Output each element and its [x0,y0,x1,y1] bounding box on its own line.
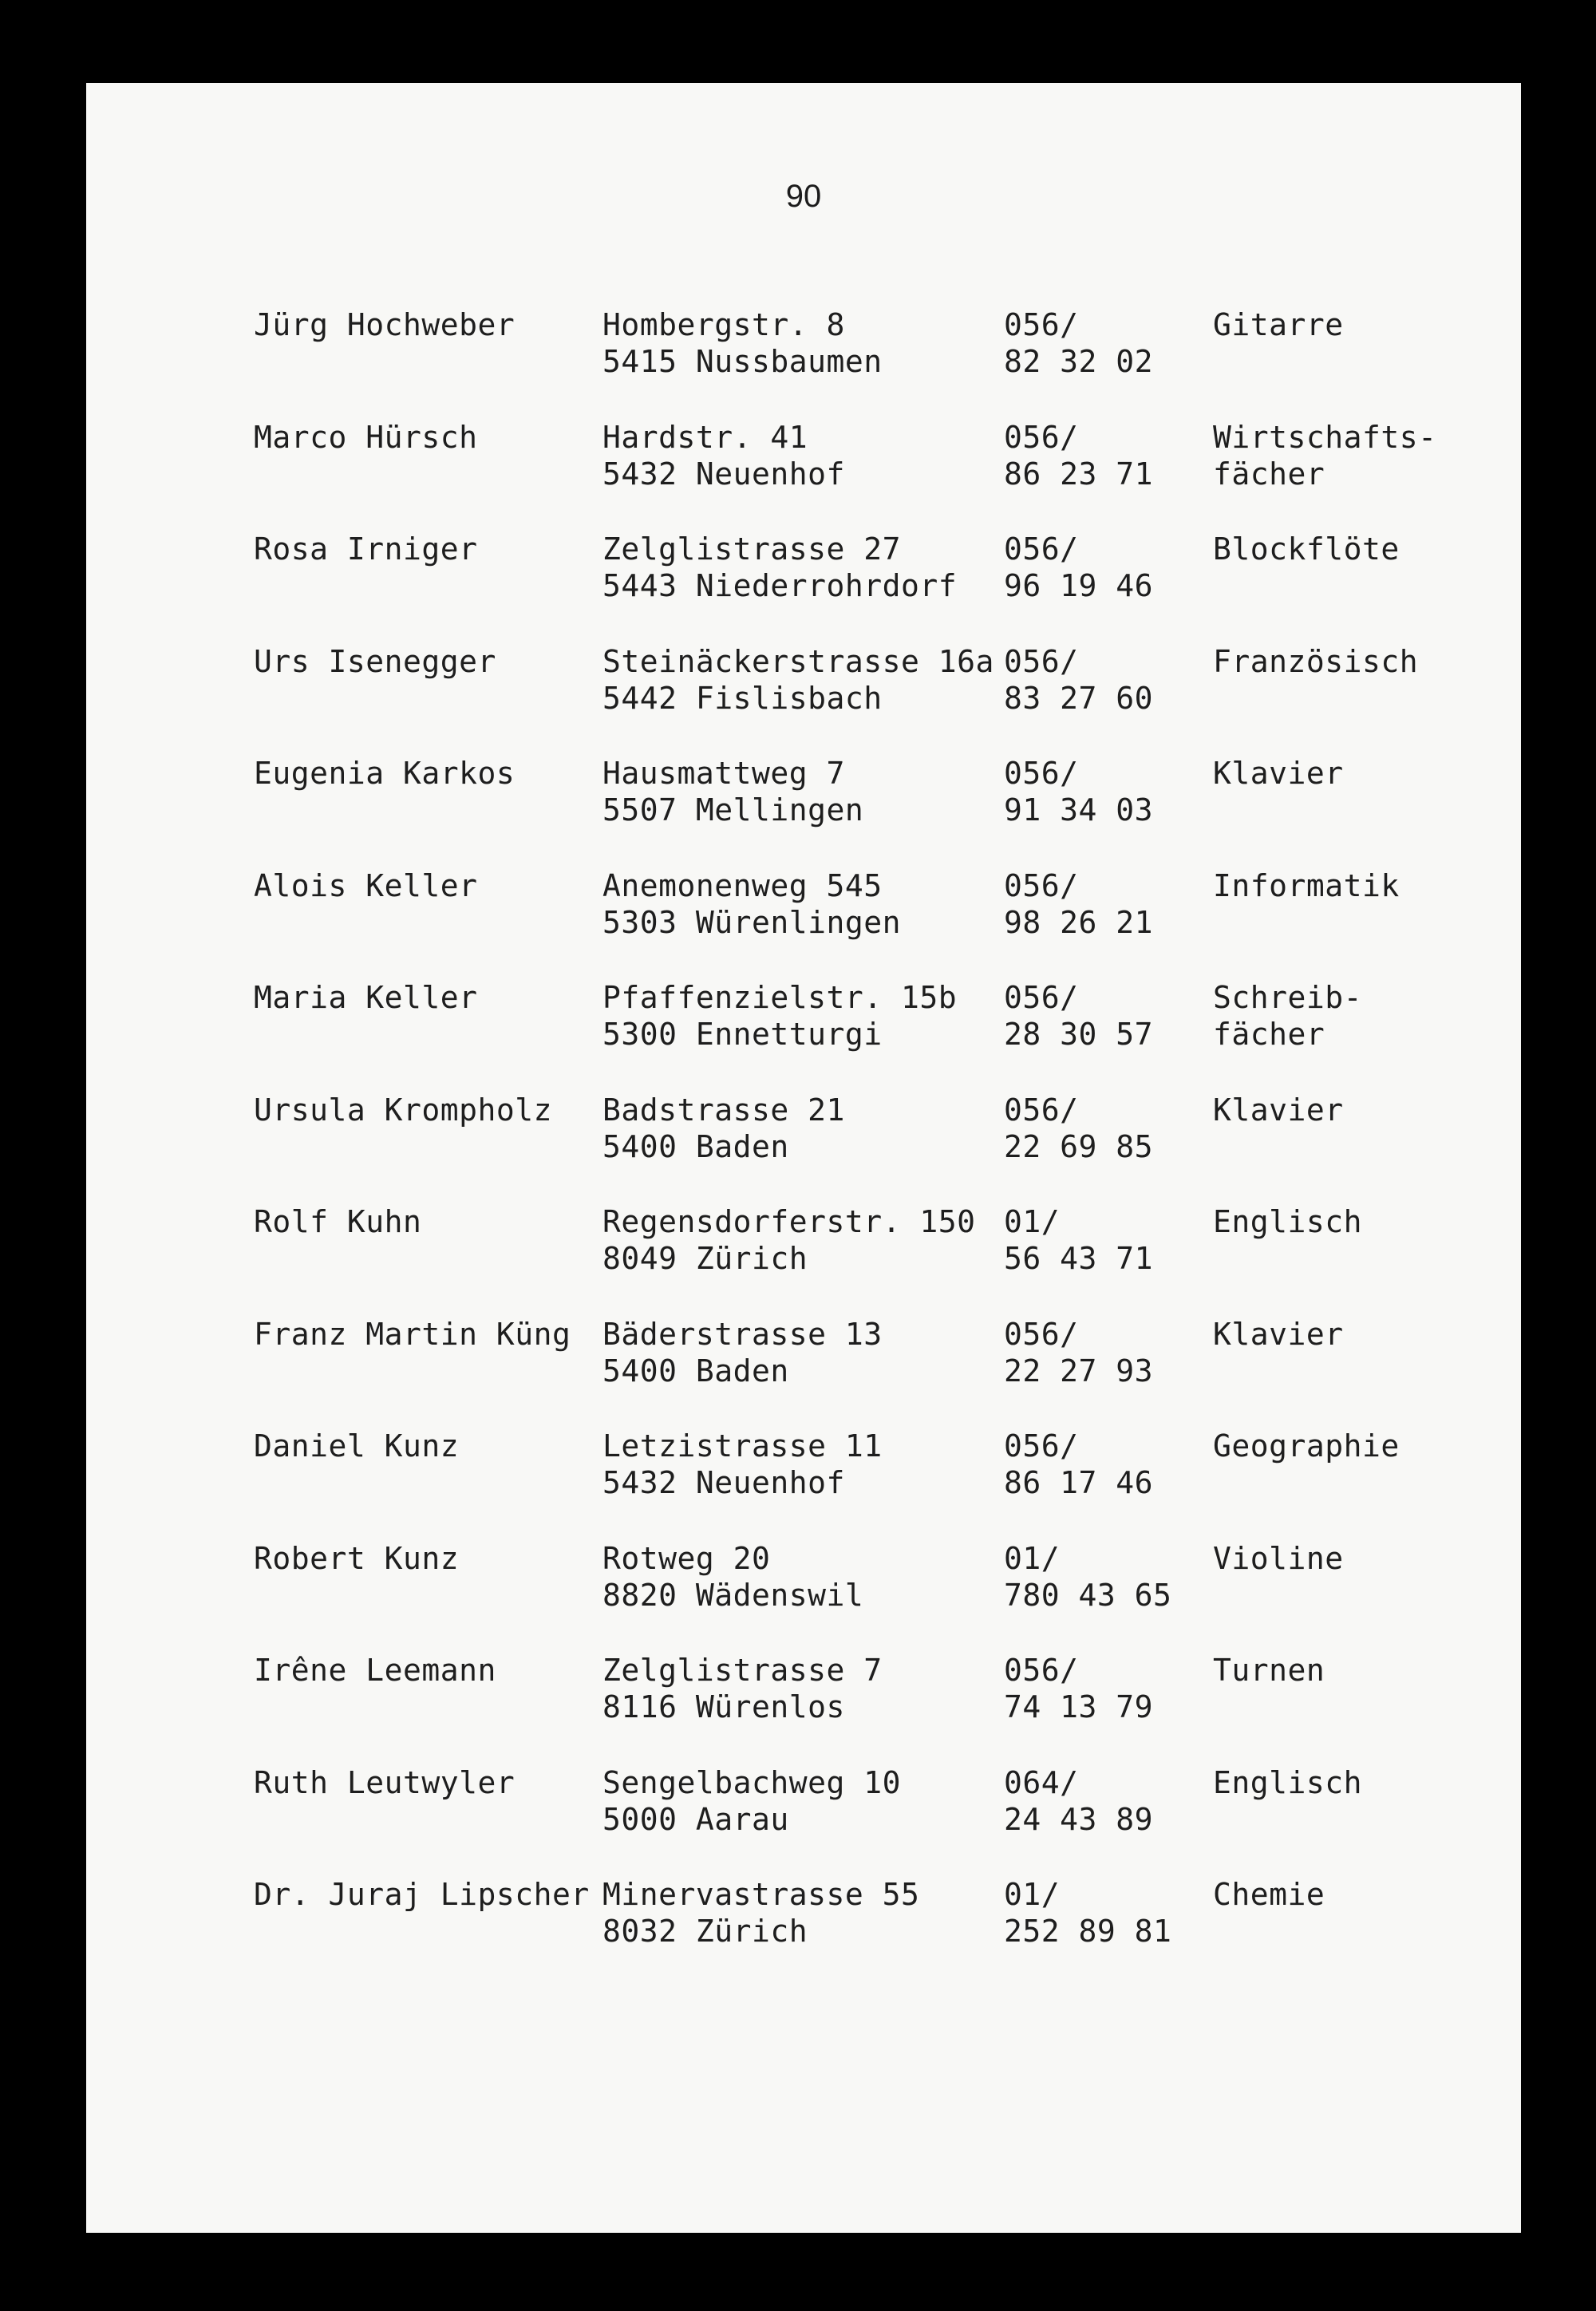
area-code: 056/ [1004,867,1079,903]
entry-address [602,1428,883,1501]
subject-line-1: Englisch [1213,1204,1363,1239]
entry-phone [1004,1428,1153,1501]
entry-phone [1004,531,1153,604]
phone-number: 74 13 79 [1004,1689,1154,1724]
postal-city: 8032 Zürich [602,1914,808,1949]
entry-name [254,419,478,456]
street-address: Anemonenweg 545 [602,867,883,903]
directory-entry [254,1764,1499,1877]
area-code: 064/ [1004,1764,1079,1800]
person-name: Ruth Leutwyler [254,1764,516,1800]
person-name: Marco Hürsch [254,419,478,455]
entry-subject [1213,643,1418,680]
phone-number: 86 17 46 [1004,1465,1154,1500]
area-code: 056/ [1004,980,1079,1015]
street-address: Zelglistrasse 27 [602,531,902,567]
entry-subject [1213,755,1344,792]
entry-subject [1213,1652,1325,1689]
entry-subject [1213,1316,1344,1353]
street-address: Pfaffenzielstr. 15b [602,980,958,1015]
postal-city: 5432 Neuenhof [602,1465,845,1500]
phone-number: 780 43 65 [1004,1577,1172,1613]
phone-number: 22 69 85 [1004,1128,1154,1164]
page-number: 90 [785,179,822,214]
area-code: 056/ [1004,531,1079,567]
directory-entry [254,979,1499,1092]
directory-entry [254,531,1499,643]
street-address: Steinäckerstrasse 16a [602,643,994,679]
directory-entry [254,1652,1499,1764]
entry-name [254,1764,515,1801]
subject-line-1: Blockflöte [1213,531,1400,567]
area-code: 056/ [1004,1653,1079,1688]
subject-line-1: Wirtschafts- [1213,419,1437,455]
phone-number: 252 89 81 [1004,1914,1172,1949]
entry-subject [1213,1540,1344,1577]
street-address: Sengelbachweg 10 [602,1764,902,1800]
street-address: Bäderstrasse 13 [602,1316,883,1352]
entry-phone [1004,979,1153,1053]
entry-address [602,1876,919,1950]
directory-entry [254,1092,1499,1204]
entry-name [254,643,496,680]
directory-entry [254,1540,1499,1653]
area-code: 056/ [1004,1092,1079,1128]
directory-entry [254,1316,1499,1428]
area-code: 056/ [1004,756,1079,791]
entry-phone [1004,1764,1153,1838]
subject-line-2: fächer [1213,1017,1325,1052]
person-name: Eugenia Karkos [254,756,516,791]
postal-city: 8116 Würenlos [602,1689,845,1724]
area-code: 01/ [1004,1204,1061,1239]
area-code: 056/ [1004,419,1079,455]
postal-city: 5400 Baden [602,1353,789,1389]
postal-city: 5507 Mellingen [602,792,864,828]
postal-city: 8049 Zürich [602,1241,808,1276]
phone-number: 83 27 60 [1004,680,1154,716]
entry-name [254,1316,571,1353]
entry-subject [1213,531,1400,567]
person-name: Ursula Krompholz [254,1092,553,1128]
entry-address [602,867,901,941]
directory-entry [254,1203,1499,1316]
person-name: Robert Kunz [254,1540,460,1576]
directory-entry [254,1876,1499,1989]
entry-subject [1213,419,1437,492]
entry-phone [1004,306,1153,380]
person-name: Maria Keller [254,980,478,1015]
entry-name [254,1540,459,1577]
street-address: Rotweg 20 [602,1540,771,1576]
phone-number: 28 30 57 [1004,1017,1154,1052]
directory-entry [254,755,1499,867]
person-name: Irêne Leemann [254,1653,496,1688]
entry-address [602,1764,901,1838]
phone-number: 24 43 89 [1004,1801,1154,1837]
street-address: Zelglistrasse 7 [602,1653,883,1688]
subject-line-1: Chemie [1213,1877,1325,1912]
entry-subject [1213,979,1362,1053]
subject-line-1: Gitarre [1213,307,1344,342]
entry-subject [1213,1092,1344,1128]
phone-number: 56 43 71 [1004,1241,1154,1276]
entry-address [602,979,957,1053]
entry-name [254,531,478,567]
area-code: 01/ [1004,1877,1061,1912]
street-address: Badstrasse 21 [602,1092,845,1128]
subject-line-1: Informatik [1213,867,1400,903]
person-name: Rolf Kuhn [254,1204,422,1239]
street-address: Hombergstr. 8 [602,307,845,342]
person-name: Rosa Irniger [254,531,478,567]
phone-number: 82 32 02 [1004,344,1154,379]
directory-entry [254,643,1499,756]
postal-city: 8820 Wädenswil [602,1577,864,1613]
phone-number: 96 19 46 [1004,568,1154,603]
directory-entry [254,306,1499,419]
postal-city: 5443 Niederrohrdorf [602,568,958,603]
entry-subject [1213,867,1400,904]
postal-city: 5400 Baden [602,1128,789,1164]
entry-phone [1004,867,1153,941]
entry-name [254,1876,590,1913]
street-address: Regensdorferstr. 150 [602,1204,976,1239]
document-page [86,83,1521,2233]
subject-line-1: Schreib- [1213,980,1363,1015]
subject-line-1: Klavier [1213,756,1344,791]
area-code: 056/ [1004,307,1079,342]
phone-number: 98 26 21 [1004,904,1154,940]
person-name: Alois Keller [254,867,478,903]
area-code: 056/ [1004,643,1079,679]
entry-address [602,755,863,828]
entry-phone [1004,755,1153,828]
phone-number: 22 27 93 [1004,1353,1154,1389]
entry-subject [1213,306,1344,343]
directory-entry [254,419,1499,531]
entry-subject [1213,1764,1362,1801]
phone-number: 86 23 71 [1004,456,1154,492]
entry-address [602,306,883,380]
entry-subject [1213,1203,1362,1240]
entry-address [602,1540,863,1614]
entry-phone [1004,643,1153,717]
subject-line-1: Turnen [1213,1653,1325,1688]
entry-phone [1004,1316,1153,1389]
entry-name [254,755,515,792]
entry-address [602,419,845,492]
subject-line-1: Geographie [1213,1428,1400,1464]
entry-phone [1004,1540,1171,1614]
entry-phone [1004,419,1153,492]
entry-name [254,306,515,343]
phone-number: 91 34 03 [1004,792,1154,828]
entry-address [602,531,957,604]
subject-line-2: fächer [1213,456,1325,492]
entry-address [602,1203,976,1277]
entry-name [254,1203,421,1240]
entry-address [602,1652,883,1725]
entry-phone [1004,1876,1171,1950]
street-address: Minervastrasse 55 [602,1877,920,1912]
entry-subject [1213,1876,1325,1913]
street-address: Hardstr. 41 [602,419,808,455]
area-code: 056/ [1004,1316,1079,1352]
subject-line-1: Englisch [1213,1764,1363,1800]
street-address: Hausmattweg 7 [602,756,845,791]
postal-city: 5303 Würenlingen [602,904,902,940]
entry-phone [1004,1092,1153,1165]
directory-entry [254,867,1499,980]
person-name: Daniel Kunz [254,1428,460,1464]
postal-city: 5442 Fislisbach [602,680,883,716]
postal-city: 5432 Neuenhof [602,456,845,492]
subject-line-1: Klavier [1213,1092,1344,1128]
directory-entry [254,1428,1499,1540]
subject-line-1: Französisch [1213,643,1419,679]
postal-city: 5000 Aarau [602,1801,789,1837]
entry-subject [1213,1428,1400,1464]
subject-line-1: Violine [1213,1540,1344,1576]
person-name: Jürg Hochweber [254,307,516,342]
person-name: Dr. Juraj Lipscher [254,1877,590,1912]
entry-name [254,979,478,1016]
area-code: 01/ [1004,1540,1061,1576]
entry-address [602,1092,845,1165]
entry-name [254,1652,496,1689]
subject-line-1: Klavier [1213,1316,1344,1352]
entry-name [254,867,478,904]
street-address: Letzistrasse 11 [602,1428,883,1464]
directory-list [254,306,1499,1989]
person-name: Franz Martin Küng [254,1316,571,1352]
entry-name [254,1092,552,1128]
entry-phone [1004,1652,1153,1725]
entry-address [602,643,994,717]
entry-name [254,1428,459,1464]
postal-city: 5300 Ennetturgi [602,1017,883,1052]
person-name: Urs Isenegger [254,643,496,679]
area-code: 056/ [1004,1428,1079,1464]
entry-phone [1004,1203,1153,1277]
entry-address [602,1316,883,1389]
postal-city: 5415 Nussbaumen [602,344,883,379]
